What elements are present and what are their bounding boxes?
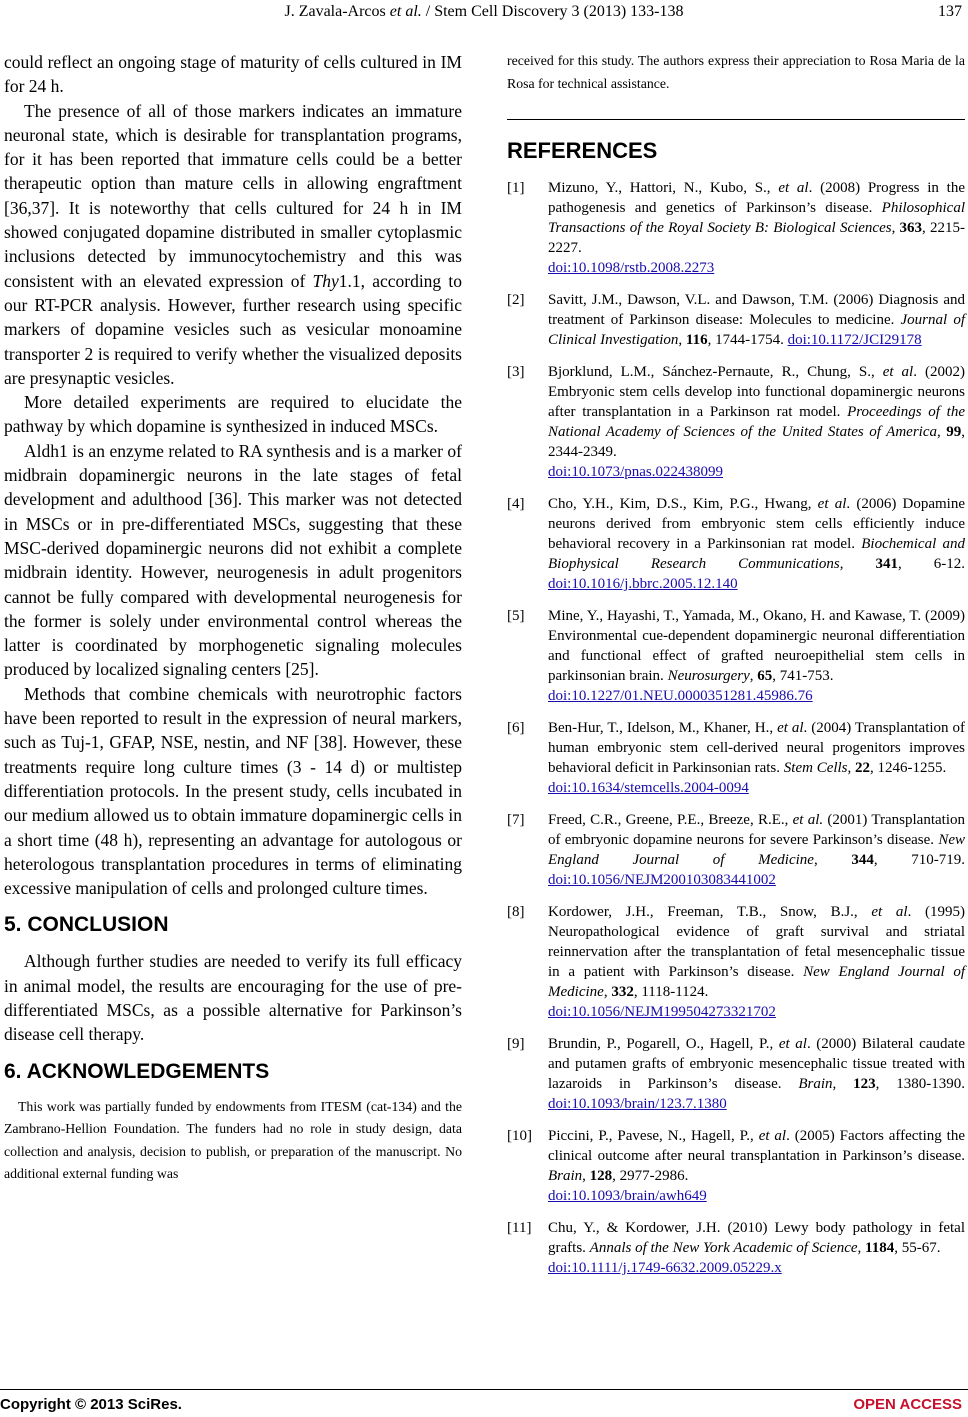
reference-pages: , 710-719.	[873, 852, 965, 869]
reference-pages: , 6-12.	[898, 556, 965, 573]
reference-title: . (2002) Embryonic stem cells develop into functional dopaminergic neurons after transplantation in a Parkinson rat model.	[548, 364, 965, 421]
body-paragraph-2	[4, 99, 462, 391]
reference-journal: Philosophical Transactions of the Royal Society B: Biological Sciences	[548, 200, 965, 237]
reference-title: (2001) Transplantation of embryonic dopamine neurons for severe Parkinson’s disease.	[548, 812, 965, 849]
reference-item	[507, 494, 965, 594]
body-paragraph-4: Aldh1 is an enzyme related to RA synthesis and is a marker of midbrain dopaminergic neurons in the late stages of fetal development and adulthood [36]. This marker was not detected in MSCs or in pre-differentiated MSCs, suggesting that these MSC-derived dopaminergic neurons did not exhibit a complete midbrain identity. However, neurogenesis in adult progenitors cannot be fully compared with developmental neurogenesis for the former is solely under environmental control whereas the latter is coordinated by morphogenetic signaling molecules produced by localized signaling centers [25].	[4, 440, 462, 680]
reference-volume: 341	[875, 556, 898, 573]
reference-number: [6]	[507, 720, 525, 737]
reference-item	[507, 902, 965, 1022]
paragraph-2-text: The presence of all of those markers indicates an immature neuronal state, which is desirable for transplantation programs, for it has been reported that immature cells could be a better therapeutic option than mature cells in allowing engraftment [36,37]. It is noteworthy that cells cultured for 24 h in IM showed conjugated dopamine distributed in smaller cytoplasmic inclusions detected by immunocytochemistry and this was consistent with an elevated expression of	[4, 100, 462, 291]
reference-etal: et al	[817, 496, 847, 513]
reference-separator: ,	[749, 668, 758, 685]
reference-doi-link[interactable]: doi:10.1227/01.NEU.0000351281.45986.76	[548, 688, 813, 705]
conclusion-heading: 5. CONCLUSION	[4, 913, 169, 937]
reference-volume: 22	[855, 760, 871, 777]
reference-separator: ,	[582, 1168, 590, 1185]
reference-journal: Brain	[548, 1168, 583, 1185]
reference-volume: 116	[685, 332, 708, 349]
reference-etal: et al	[777, 720, 804, 737]
reference-number: [5]	[507, 608, 525, 625]
reference-authors: Kordower, J.H., Freeman, T.B., Snow, B.J.,	[548, 904, 872, 921]
body-paragraph-1: could reflect an ongoing stage of maturity of cells cultured in IM for 24 h.	[4, 52, 462, 97]
reference-doi-link[interactable]: doi:10.1073/pnas.022438099	[548, 464, 723, 481]
reference-volume: 344	[851, 852, 874, 869]
reference-authors: Chu, Y., & Kordower, J.H. (2010) Lewy body pathology in fetal grafts.	[548, 1220, 965, 1257]
reference-title: . (2005) Factors affecting the clinical outcome after neural transplantation in Parkinson’s disease.	[548, 1128, 965, 1165]
reference-number: [2]	[507, 292, 525, 309]
reference-item	[507, 718, 965, 798]
reference-pages: , 55-67.	[894, 1240, 941, 1257]
reference-etal: et al	[882, 364, 914, 381]
reference-authors: Brundin, P., Pogarell, O., Hagell, P.,	[548, 1036, 779, 1053]
reference-pages: , 1118-1124.	[633, 984, 709, 1001]
reference-authors: Cho, Y.H., Kim, D.S., Kim, P.G., Hwang,	[548, 496, 818, 513]
thy-gene: Thy	[312, 270, 339, 291]
reference-pages: , 741-753.	[772, 668, 834, 685]
reference-separator: ,	[813, 852, 852, 869]
reference-authors: Mine, Y., Hayashi, T., Yamada, M., Okano, H. and Kawase, T. (2009) Environmental cue-dependent dopaminergic neuronal differentiation and functional effect of grafted neuroepithelial stem cells in parkinsonian brain.	[548, 608, 965, 685]
reference-title: . (2008) Progress in the pathogenesis and genetics of Parkinson’s disease.	[548, 180, 966, 217]
reference-pages: , 2344-2349.	[548, 424, 965, 461]
reference-doi-link[interactable]: doi:10.1111/j.1749-6632.2009.05229.x	[548, 1260, 782, 1277]
running-head	[0, 2, 968, 24]
reference-etal: et al	[758, 1128, 787, 1145]
reference-journal: Biochemical and Biophysical Research Communications	[548, 536, 965, 573]
running-head-etal: et al.	[389, 3, 422, 20]
reference-doi-link[interactable]: doi:10.1098/rstb.2008.2273	[548, 260, 715, 277]
reference-item	[507, 362, 965, 482]
reference-pages: , 2215-2227.	[548, 220, 966, 257]
reference-volume: 332	[611, 984, 634, 1001]
reference-number: [11]	[507, 1220, 532, 1237]
page-number: 137	[938, 3, 962, 20]
reference-authors: Mizuno, Y., Hattori, N., Kubo, S.,	[548, 180, 779, 197]
acknowledgements-paragraph: This work was partially funded by endowments from ITESM (cat-134) and the Zambrano-Hellion Foundation. The funders had no role in study design, data collection and analysis, decision to publish, or preparation of the manuscript. No additional external funding was	[4, 1098, 462, 1182]
reference-title: . (2004) Transplantation of human embryonic stem cell-derived neural progenitors improves behavioral deficit in Parkinsonian rats.	[548, 720, 965, 777]
reference-volume: 65	[757, 668, 773, 685]
reference-separator: ,	[857, 1240, 866, 1257]
left-column	[4, 50, 462, 1186]
reference-volume: 128	[589, 1168, 613, 1185]
reference-item	[507, 1218, 965, 1278]
reference-etal: et al	[871, 904, 908, 921]
reference-doi-link[interactable]: doi:10.1093/brain/123.7.1380	[548, 1096, 727, 1113]
acknowledgements-heading: 6. ACKNOWLEDGEMENTS	[4, 1059, 270, 1083]
reference-authors: Freed, C.R., Greene, P.E., Breeze, R.E.,	[548, 812, 793, 829]
reference-journal: Neurosurgery	[667, 668, 750, 685]
paragraph-2-continued: 1.1, according to our RT-PCR analysis. However, further research using specific markers of dopamine vesicles such as vesicular monoamine transporter 2 is required to verify whether the visualized deposits are presynaptic vesicles.	[4, 270, 462, 388]
reference-separator: ,	[832, 1076, 854, 1093]
reference-doi-link[interactable]: doi:10.1093/brain/awh649	[548, 1188, 707, 1205]
reference-pages: , 1380-1390.	[875, 1076, 966, 1093]
reference-number: [9]	[507, 1036, 525, 1053]
reference-doi-link[interactable]: doi:10.1056/NEJM200103083441002	[548, 872, 776, 889]
reference-number: [8]	[507, 904, 525, 921]
reference-separator: ,	[678, 332, 686, 349]
reference-separator: ,	[603, 984, 612, 1001]
running-head-suffix: / Stem Cell Discovery 3 (2013) 133-138	[421, 3, 684, 20]
reference-separator: ,	[891, 220, 900, 237]
reference-etal: et al	[778, 180, 809, 197]
reference-number: [7]	[507, 812, 525, 829]
right-column	[507, 50, 965, 1290]
reference-pages: , 2977-2986.	[612, 1168, 689, 1185]
references-heading: REFERENCES	[507, 138, 658, 164]
reference-journal: Stem Cells	[783, 760, 848, 777]
reference-pages: , 1744-1754.	[707, 332, 788, 349]
reference-volume: 123	[853, 1076, 876, 1093]
acknowledgements-continued: received for this study. The authors express their appreciation to Rosa Maria de la Rosa for technical assistance.	[507, 53, 965, 91]
reference-number: [10]	[507, 1128, 532, 1145]
reference-doi-link[interactable]: doi:10.1056/NEJM199504273321702	[548, 1004, 776, 1021]
reference-volume: 99	[946, 424, 962, 441]
reference-number: [1]	[507, 180, 525, 197]
open-access-label: OPEN ACCESS	[853, 1396, 962, 1413]
running-head-prefix: J. Zavala-Arcos	[284, 3, 390, 20]
reference-item	[507, 606, 965, 706]
reference-doi-link[interactable]: doi:10.1016/j.bbrc.2005.12.140	[548, 576, 738, 593]
reference-title: . (2006) Dopamine neurons derived from embryonic stem cells efficiently induce behavioral recovery in a Parkinsonian rat model.	[548, 496, 965, 553]
reference-doi-link[interactable]: doi:10.1634/stemcells.2004-0094	[548, 780, 749, 797]
reference-journal: Journal of Clinical Investigation	[548, 312, 965, 349]
reference-pages: , 1246-1255.	[870, 760, 947, 777]
reference-journal: Brain	[798, 1076, 833, 1093]
footer-rule	[0, 1389, 968, 1390]
copyright-notice: Copyright © 2013 SciRes.	[0, 1396, 182, 1413]
reference-etal: et al.	[792, 812, 824, 829]
reference-list	[507, 178, 965, 1278]
reference-title: . (2000) Bilateral caudate and putamen grafts of embryonic mesencephalic tissue treated with lazaroids in Parkinson’s disease.	[548, 1036, 965, 1093]
reference-volume: 363	[899, 220, 923, 237]
reference-journal: Annals of the New York Academic of Science	[589, 1240, 858, 1257]
reference-journal: New England Journal of Medicine	[548, 964, 965, 1001]
reference-volume: 1184	[865, 1240, 895, 1257]
references-rule	[507, 119, 965, 120]
reference-etal: et al	[778, 1036, 807, 1053]
reference-number: [4]	[507, 496, 525, 513]
reference-authors: Ben-Hur, T., Idelson, M., Khaner, H.,	[548, 720, 778, 737]
reference-item	[507, 1034, 965, 1114]
reference-journal: New England Journal of Medicine	[548, 832, 965, 869]
reference-separator: ,	[847, 760, 856, 777]
reference-separator: ,	[839, 556, 876, 573]
reference-doi-link[interactable]: doi:10.1172/JCI29178	[787, 332, 922, 349]
conclusion-paragraph: Although further studies are needed to verify its full efficacy in animal model, the results are encouraging for the use of pre-differentiated MSCs, as a possible alternative for Parkinson’s disease cell therapy.	[4, 951, 462, 1045]
reference-journal: Proceedings of the National Academy of Sciences of the United States of America	[548, 404, 965, 441]
reference-separator: ,	[936, 424, 947, 441]
reference-item	[507, 290, 965, 350]
reference-number: [3]	[507, 364, 525, 381]
body-paragraph-3: More detailed experiments are required to elucidate the pathway by which dopamine is synthesized in induced MSCs.	[4, 392, 462, 437]
reference-item	[507, 1126, 965, 1206]
reference-item	[507, 810, 965, 890]
reference-item	[507, 178, 965, 278]
reference-authors: Piccini, P., Pavese, N., Hagell, P.,	[548, 1128, 759, 1145]
reference-title: . (1995) Neuropathological evidence of graft survival and striatal reinnervation after the transplantation of fetal mesencephalic tissue in a patient with Parkinson’s disease.	[548, 904, 965, 981]
reference-authors: Savitt, J.M., Dawson, V.L. and Dawson, T.M. (2006) Diagnosis and treatment of Parkinson disease: Molecules to medicine.	[548, 292, 965, 329]
reference-authors: Bjorklund, L.M., Sánchez-Pernaute, R., Chung, S.,	[548, 364, 883, 381]
body-paragraph-5: Methods that combine chemicals with neurotrophic factors have been reported to result in the expression of neural markers, such as Tuj-1, GFAP, NSE, nestin, and NF [38]. However, these treatments require long culture times (3 - 14 d) or multistep differentiation protocols. In the present study, cells incubated in our medium allowed us to obtain immature dopaminergic cells in a short time (48 h), representing an advantage for autologous or heterologous transplantation procedures in terms of eliminating excessive manipulation of cells and prolonged culture times.	[4, 683, 462, 899]
